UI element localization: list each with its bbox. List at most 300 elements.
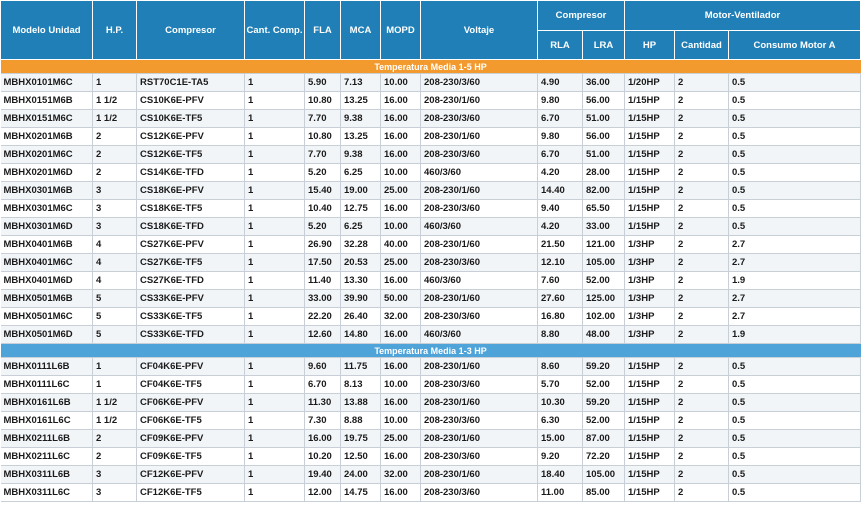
cell-modelo: MBHX0311L6C — [1, 484, 93, 502]
cell-lra: 52.00 — [583, 272, 625, 290]
cell-lra: 121.00 — [583, 236, 625, 254]
cell-compresor: CF06K6E-PFV — [137, 394, 245, 412]
cell-mca: 32.28 — [341, 236, 381, 254]
cell-voltaje: 208-230/1/60 — [421, 182, 538, 200]
table-row — [1, 128, 861, 146]
cell-lra: 59.20 — [583, 394, 625, 412]
cell-cant-comp: 1 — [245, 218, 305, 236]
cell-modelo: MBHX0111L6B — [1, 358, 93, 376]
cell-mca: 6.25 — [341, 218, 381, 236]
cell-cant-comp: 1 — [245, 326, 305, 344]
cell-cant-comp: 1 — [245, 92, 305, 110]
cell-mca: 24.00 — [341, 466, 381, 484]
table-row — [1, 218, 861, 236]
cell-consumo: 0.5 — [729, 358, 861, 376]
cell-voltaje: 208-230/1/60 — [421, 430, 538, 448]
cell-rla: 6.30 — [538, 412, 583, 430]
cell-consumo: 0.5 — [729, 484, 861, 502]
cell-lra: 85.00 — [583, 484, 625, 502]
cell-rla: 6.70 — [538, 110, 583, 128]
cell-cant-comp: 1 — [245, 182, 305, 200]
cell-modelo: MBHX0201M6C — [1, 146, 93, 164]
cell-rla: 11.00 — [538, 484, 583, 502]
cell-cantidad: 2 — [675, 200, 729, 218]
table-row — [1, 110, 861, 128]
cell-consumo: 0.5 — [729, 394, 861, 412]
table-body — [1, 60, 861, 502]
cell-hp: 3 — [93, 218, 137, 236]
cell-compresor: CS10K6E-PFV — [137, 92, 245, 110]
cell-cantidad: 2 — [675, 358, 729, 376]
cell-mopd: 16.00 — [381, 326, 421, 344]
cell-voltaje: 208-230/3/60 — [421, 412, 538, 430]
cell-consumo: 0.5 — [729, 146, 861, 164]
cell-rla: 9.20 — [538, 448, 583, 466]
cell-voltaje: 208-230/1/60 — [421, 466, 538, 484]
col-header-mca: MCA — [341, 1, 381, 60]
cell-consumo: 0.5 — [729, 376, 861, 394]
table-row — [1, 430, 861, 448]
cell-voltaje: 460/3/60 — [421, 164, 538, 182]
cell-fla: 7.70 — [305, 110, 341, 128]
cell-modelo: MBHX0301M6B — [1, 182, 93, 200]
cell-cantidad: 2 — [675, 466, 729, 484]
cell-rla: 7.60 — [538, 272, 583, 290]
cell-cantidad: 2 — [675, 376, 729, 394]
cell-lra: 36.00 — [583, 74, 625, 92]
cell-voltaje: 460/3/60 — [421, 218, 538, 236]
table-row — [1, 236, 861, 254]
cell-voltaje: 208-230/1/60 — [421, 290, 538, 308]
cell-motor-hp: 1/15HP — [625, 146, 675, 164]
cell-consumo: 0.5 — [729, 218, 861, 236]
cell-mopd: 10.00 — [381, 376, 421, 394]
cell-hp: 4 — [93, 254, 137, 272]
cell-compresor: CF12K6E-PFV — [137, 466, 245, 484]
cell-mca: 8.13 — [341, 376, 381, 394]
cell-mopd: 25.00 — [381, 182, 421, 200]
cell-cantidad: 2 — [675, 326, 729, 344]
cell-lra: 82.00 — [583, 182, 625, 200]
col-header-hp: H.P. — [93, 1, 137, 60]
cell-mca: 13.25 — [341, 128, 381, 146]
cell-motor-hp: 1/15HP — [625, 466, 675, 484]
cell-motor-hp: 1/15HP — [625, 200, 675, 218]
cell-hp: 2 — [93, 448, 137, 466]
cell-mca: 8.88 — [341, 412, 381, 430]
cell-voltaje: 208-230/1/60 — [421, 394, 538, 412]
cell-fla: 7.30 — [305, 412, 341, 430]
cell-mca: 12.75 — [341, 200, 381, 218]
cell-rla: 15.00 — [538, 430, 583, 448]
cell-cantidad: 2 — [675, 272, 729, 290]
col-header-mopd: MOPD — [381, 1, 421, 60]
cell-mopd: 16.00 — [381, 358, 421, 376]
cell-mca: 7.13 — [341, 74, 381, 92]
cell-cant-comp: 1 — [245, 430, 305, 448]
cell-compresor: CS27K6E-PFV — [137, 236, 245, 254]
group-header-motor-ventilador: Motor-Ventilador — [625, 1, 861, 31]
cell-fla: 7.70 — [305, 146, 341, 164]
cell-rla: 4.20 — [538, 218, 583, 236]
cell-lra: 65.50 — [583, 200, 625, 218]
cell-cant-comp: 1 — [245, 272, 305, 290]
cell-compresor: CS27K6E-TF5 — [137, 254, 245, 272]
cell-mopd: 16.00 — [381, 92, 421, 110]
cell-cantidad: 2 — [675, 146, 729, 164]
cell-compresor: CS18K6E-TF5 — [137, 200, 245, 218]
cell-compresor: CS12K6E-PFV — [137, 128, 245, 146]
cell-compresor: CF04K6E-PFV — [137, 358, 245, 376]
cell-fla: 10.20 — [305, 448, 341, 466]
cell-cant-comp: 1 — [245, 358, 305, 376]
cell-fla: 10.80 — [305, 128, 341, 146]
cell-motor-hp: 1/3HP — [625, 272, 675, 290]
cell-cant-comp: 1 — [245, 254, 305, 272]
cell-fla: 17.50 — [305, 254, 341, 272]
cell-lra: 52.00 — [583, 412, 625, 430]
cell-fla: 5.20 — [305, 218, 341, 236]
cell-compresor: CF12K6E-TF5 — [137, 484, 245, 502]
cell-compresor: CF09K6E-PFV — [137, 430, 245, 448]
cell-motor-hp: 1/20HP — [625, 74, 675, 92]
group-header-compresor: Compresor — [538, 1, 625, 31]
cell-consumo: 0.5 — [729, 466, 861, 484]
cell-consumo: 2.7 — [729, 254, 861, 272]
cell-rla: 4.90 — [538, 74, 583, 92]
cell-lra: 125.00 — [583, 290, 625, 308]
cell-motor-hp: 1/15HP — [625, 484, 675, 502]
cell-compresor: CS10K6E-TF5 — [137, 110, 245, 128]
col-header-cant-comp: Cant. Comp. — [245, 1, 305, 60]
cell-lra: 56.00 — [583, 92, 625, 110]
table-row — [1, 92, 861, 110]
cell-cantidad: 2 — [675, 182, 729, 200]
cell-lra: 105.00 — [583, 466, 625, 484]
cell-consumo: 0.5 — [729, 128, 861, 146]
cell-motor-hp: 1/15HP — [625, 376, 675, 394]
cell-modelo: MBHX0201M6D — [1, 164, 93, 182]
cell-cantidad: 2 — [675, 308, 729, 326]
cell-consumo: 0.5 — [729, 182, 861, 200]
cell-mca: 9.38 — [341, 110, 381, 128]
cell-mopd: 10.00 — [381, 412, 421, 430]
col-header-modelo: Modelo Unidad — [1, 1, 93, 60]
cell-modelo: MBHX0101M6C — [1, 74, 93, 92]
cell-lra: 56.00 — [583, 128, 625, 146]
cell-motor-hp: 1/3HP — [625, 308, 675, 326]
cell-consumo: 2.7 — [729, 236, 861, 254]
cell-modelo: MBHX0151M6C — [1, 110, 93, 128]
cell-rla: 4.20 — [538, 164, 583, 182]
cell-cantidad: 2 — [675, 74, 729, 92]
cell-voltaje: 460/3/60 — [421, 272, 538, 290]
cell-mca: 14.75 — [341, 484, 381, 502]
cell-mca: 9.38 — [341, 146, 381, 164]
cell-cant-comp: 1 — [245, 236, 305, 254]
cell-mca: 13.25 — [341, 92, 381, 110]
cell-mopd: 16.00 — [381, 448, 421, 466]
cell-mca: 39.90 — [341, 290, 381, 308]
cell-lra: 105.00 — [583, 254, 625, 272]
cell-cant-comp: 1 — [245, 412, 305, 430]
cell-hp: 2 — [93, 430, 137, 448]
cell-motor-hp: 1/15HP — [625, 182, 675, 200]
cell-mopd: 32.00 — [381, 466, 421, 484]
cell-hp: 3 — [93, 466, 137, 484]
cell-cant-comp: 1 — [245, 448, 305, 466]
cell-compresor: CS12K6E-TF5 — [137, 146, 245, 164]
cell-voltaje: 208-230/3/60 — [421, 200, 538, 218]
cell-motor-hp: 1/15HP — [625, 448, 675, 466]
section-title: Temperatura Media 1-3 HP — [1, 344, 861, 358]
cell-rla: 18.40 — [538, 466, 583, 484]
section-title: Temperatura Media 1-5 HP — [1, 60, 861, 74]
cell-voltaje: 208-230/3/60 — [421, 254, 538, 272]
cell-hp: 1 1/2 — [93, 412, 137, 430]
cell-fla: 15.40 — [305, 182, 341, 200]
cell-motor-hp: 1/3HP — [625, 236, 675, 254]
cell-motor-hp: 1/3HP — [625, 290, 675, 308]
cell-fla: 22.20 — [305, 308, 341, 326]
cell-mopd: 40.00 — [381, 236, 421, 254]
cell-mopd: 16.00 — [381, 272, 421, 290]
cell-consumo: 0.5 — [729, 430, 861, 448]
cell-motor-hp: 1/15HP — [625, 412, 675, 430]
cell-cant-comp: 1 — [245, 394, 305, 412]
cell-compresor: CF06K6E-TF5 — [137, 412, 245, 430]
section-header-row — [1, 344, 861, 358]
cell-hp: 1 — [93, 358, 137, 376]
cell-rla: 27.60 — [538, 290, 583, 308]
cell-cant-comp: 1 — [245, 308, 305, 326]
cell-mca: 6.25 — [341, 164, 381, 182]
cell-fla: 19.40 — [305, 466, 341, 484]
cell-motor-hp: 1/15HP — [625, 394, 675, 412]
col-header-motor-hp: HP — [625, 31, 675, 60]
table-row — [1, 376, 861, 394]
cell-voltaje: 208-230/1/60 — [421, 358, 538, 376]
cell-fla: 11.30 — [305, 394, 341, 412]
cell-fla: 11.40 — [305, 272, 341, 290]
cell-cantidad: 2 — [675, 236, 729, 254]
cell-fla: 6.70 — [305, 376, 341, 394]
cell-mopd: 16.00 — [381, 110, 421, 128]
cell-modelo: MBHX0211L6B — [1, 430, 93, 448]
cell-lra: 102.00 — [583, 308, 625, 326]
cell-voltaje: 208-230/3/60 — [421, 376, 538, 394]
cell-consumo: 0.5 — [729, 92, 861, 110]
cell-fla: 26.90 — [305, 236, 341, 254]
cell-mca: 13.88 — [341, 394, 381, 412]
cell-hp: 3 — [93, 484, 137, 502]
cell-mopd: 25.00 — [381, 430, 421, 448]
cell-mopd: 16.00 — [381, 394, 421, 412]
cell-mopd: 25.00 — [381, 254, 421, 272]
cell-mca: 20.53 — [341, 254, 381, 272]
cell-motor-hp: 1/3HP — [625, 254, 675, 272]
cell-cant-comp: 1 — [245, 466, 305, 484]
table-row — [1, 484, 861, 502]
cell-lra: 72.20 — [583, 448, 625, 466]
cell-lra: 28.00 — [583, 164, 625, 182]
cell-modelo: MBHX0501M6D — [1, 326, 93, 344]
cell-consumo: 0.5 — [729, 412, 861, 430]
cell-mca: 19.75 — [341, 430, 381, 448]
cell-hp: 4 — [93, 236, 137, 254]
cell-hp: 4 — [93, 272, 137, 290]
cell-cant-comp: 1 — [245, 110, 305, 128]
cell-hp: 1 1/2 — [93, 394, 137, 412]
cell-voltaje: 208-230/1/60 — [421, 92, 538, 110]
col-header-voltaje: Voltaje — [421, 1, 538, 60]
cell-cantidad: 2 — [675, 430, 729, 448]
cell-modelo: MBHX0401M6C — [1, 254, 93, 272]
cell-modelo: MBHX0211L6C — [1, 448, 93, 466]
cell-consumo: 0.5 — [729, 110, 861, 128]
cell-voltaje: 208-230/1/60 — [421, 236, 538, 254]
cell-mca: 13.30 — [341, 272, 381, 290]
cell-rla: 8.60 — [538, 358, 583, 376]
table-row — [1, 74, 861, 92]
table-row — [1, 358, 861, 376]
cell-fla: 10.80 — [305, 92, 341, 110]
cell-mopd: 50.00 — [381, 290, 421, 308]
cell-mopd: 10.00 — [381, 164, 421, 182]
cell-mca: 19.00 — [341, 182, 381, 200]
cell-hp: 1 1/2 — [93, 110, 137, 128]
cell-lra: 52.00 — [583, 376, 625, 394]
cell-compresor: CS18K6E-PFV — [137, 182, 245, 200]
cell-motor-hp: 1/15HP — [625, 430, 675, 448]
cell-mopd: 10.00 — [381, 218, 421, 236]
table-header — [1, 1, 861, 60]
col-header-lra: LRA — [583, 31, 625, 60]
table-row — [1, 326, 861, 344]
cell-cant-comp: 1 — [245, 484, 305, 502]
col-header-cantidad: Cantidad — [675, 31, 729, 60]
cell-modelo: MBHX0311L6B — [1, 466, 93, 484]
cell-lra: 59.20 — [583, 358, 625, 376]
cell-cantidad: 2 — [675, 164, 729, 182]
cell-voltaje: 208-230/3/60 — [421, 308, 538, 326]
cell-mopd: 10.00 — [381, 74, 421, 92]
cell-fla: 12.00 — [305, 484, 341, 502]
cell-fla: 12.60 — [305, 326, 341, 344]
table-row — [1, 466, 861, 484]
cell-mca: 14.80 — [341, 326, 381, 344]
cell-cant-comp: 1 — [245, 290, 305, 308]
cell-modelo: MBHX0301M6C — [1, 200, 93, 218]
cell-mopd: 16.00 — [381, 200, 421, 218]
cell-lra: 51.00 — [583, 146, 625, 164]
cell-lra: 87.00 — [583, 430, 625, 448]
cell-cant-comp: 1 — [245, 128, 305, 146]
cell-modelo: MBHX0111L6C — [1, 376, 93, 394]
cell-hp: 2 — [93, 146, 137, 164]
cell-cantidad: 2 — [675, 394, 729, 412]
cell-modelo: MBHX0151M6B — [1, 92, 93, 110]
cell-modelo: MBHX0501M6C — [1, 308, 93, 326]
cell-consumo: 0.5 — [729, 200, 861, 218]
cell-voltaje: 208-230/3/60 — [421, 146, 538, 164]
cell-consumo: 0.5 — [729, 164, 861, 182]
cell-cantidad: 2 — [675, 128, 729, 146]
cell-mca: 26.40 — [341, 308, 381, 326]
cell-compresor: RST70C1E-TA5 — [137, 74, 245, 92]
cell-hp: 3 — [93, 200, 137, 218]
table-row — [1, 448, 861, 466]
cell-rla: 21.50 — [538, 236, 583, 254]
cell-mopd: 32.00 — [381, 308, 421, 326]
cell-voltaje: 208-230/3/60 — [421, 74, 538, 92]
cell-compresor: CS18K6E-TFD — [137, 218, 245, 236]
table-row — [1, 200, 861, 218]
cell-cantidad: 2 — [675, 254, 729, 272]
cell-voltaje: 208-230/3/60 — [421, 110, 538, 128]
cell-cant-comp: 1 — [245, 164, 305, 182]
cell-motor-hp: 1/15HP — [625, 128, 675, 146]
cell-cantidad: 2 — [675, 92, 729, 110]
cell-consumo: 2.7 — [729, 308, 861, 326]
cell-hp: 2 — [93, 128, 137, 146]
cell-rla: 9.80 — [538, 92, 583, 110]
cell-modelo: MBHX0161L6C — [1, 412, 93, 430]
cell-rla: 6.70 — [538, 146, 583, 164]
cell-modelo: MBHX0161L6B — [1, 394, 93, 412]
cell-hp: 1 — [93, 74, 137, 92]
cell-lra: 33.00 — [583, 218, 625, 236]
cell-modelo: MBHX0401M6B — [1, 236, 93, 254]
cell-hp: 5 — [93, 326, 137, 344]
cell-voltaje: 208-230/1/60 — [421, 128, 538, 146]
cell-fla: 9.60 — [305, 358, 341, 376]
col-header-consumo: Consumo Motor A — [729, 31, 861, 60]
cell-fla: 16.00 — [305, 430, 341, 448]
cell-motor-hp: 1/15HP — [625, 92, 675, 110]
cell-modelo: MBHX0501M6B — [1, 290, 93, 308]
cell-cantidad: 2 — [675, 448, 729, 466]
cell-mopd: 16.00 — [381, 146, 421, 164]
cell-fla: 10.40 — [305, 200, 341, 218]
table-row — [1, 412, 861, 430]
col-header-fla: FLA — [305, 1, 341, 60]
cell-rla: 10.30 — [538, 394, 583, 412]
cell-consumo: 1.9 — [729, 272, 861, 290]
cell-hp: 1 — [93, 376, 137, 394]
cell-rla: 8.80 — [538, 326, 583, 344]
cell-hp: 1 1/2 — [93, 92, 137, 110]
cell-cant-comp: 1 — [245, 376, 305, 394]
cell-mopd: 16.00 — [381, 484, 421, 502]
cell-consumo: 0.5 — [729, 448, 861, 466]
cell-cant-comp: 1 — [245, 146, 305, 164]
cell-mopd: 16.00 — [381, 128, 421, 146]
cell-hp: 2 — [93, 164, 137, 182]
cell-cantidad: 2 — [675, 218, 729, 236]
cell-rla: 9.80 — [538, 128, 583, 146]
table-row — [1, 290, 861, 308]
cell-motor-hp: 1/15HP — [625, 358, 675, 376]
cell-compresor: CS33K6E-TFD — [137, 326, 245, 344]
col-header-rla: RLA — [538, 31, 583, 60]
table-row — [1, 254, 861, 272]
cell-lra: 51.00 — [583, 110, 625, 128]
cell-fla: 5.90 — [305, 74, 341, 92]
cell-modelo: MBHX0301M6D — [1, 218, 93, 236]
col-header-compresor: Compresor — [137, 1, 245, 60]
cell-fla: 33.00 — [305, 290, 341, 308]
